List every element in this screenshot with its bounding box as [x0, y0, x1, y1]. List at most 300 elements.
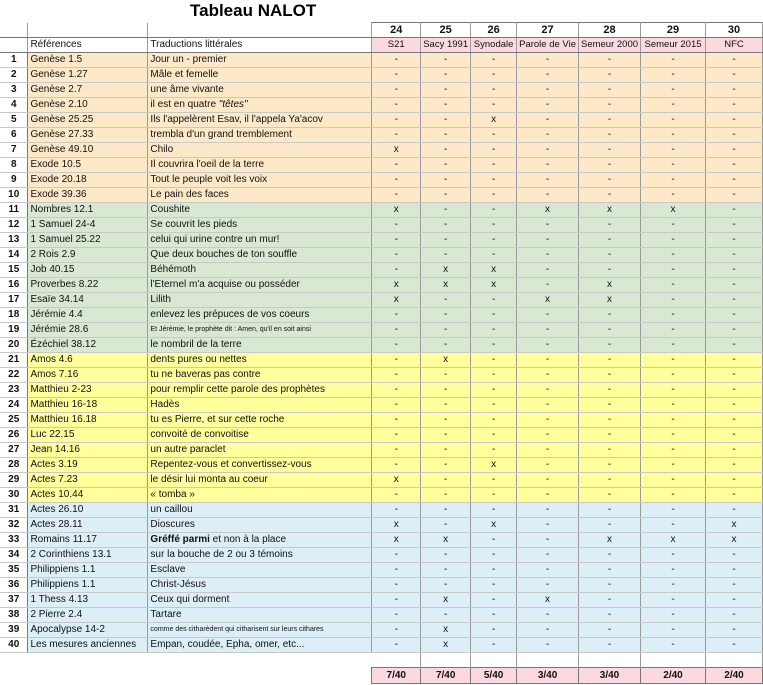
version-mark-cell[interactable]: x [372, 143, 421, 158]
version-mark-cell[interactable]: x [372, 473, 421, 488]
version-mark-cell[interactable]: - [641, 188, 706, 203]
version-total-cell[interactable]: 5/40 [471, 668, 517, 684]
version-mark-cell[interactable]: - [471, 338, 517, 353]
version-mark-cell[interactable]: - [706, 308, 763, 323]
version-mark-cell[interactable]: x [578, 278, 640, 293]
version-mark-cell[interactable]: - [372, 158, 421, 173]
version-mark-cell[interactable]: - [517, 188, 579, 203]
version-mark-cell[interactable]: - [641, 488, 706, 503]
version-mark-cell[interactable]: - [372, 128, 421, 143]
version-mark-cell[interactable]: - [641, 173, 706, 188]
version-mark-cell[interactable]: - [641, 353, 706, 368]
reference-cell[interactable]: Matthieu 2-23 [28, 383, 148, 398]
version-mark-cell[interactable]: - [706, 53, 763, 68]
version-mark-cell[interactable]: - [372, 398, 421, 413]
version-mark-cell[interactable]: - [578, 623, 640, 638]
version-mark-cell[interactable]: x [471, 278, 517, 293]
version-mark-cell[interactable]: - [372, 638, 421, 653]
translation-cell[interactable] [148, 68, 372, 83]
row-number[interactable]: 18 [0, 308, 28, 323]
version-mark-cell[interactable]: - [517, 353, 579, 368]
version-mark-cell[interactable]: - [517, 503, 579, 518]
version-mark-cell[interactable]: - [517, 383, 579, 398]
translation-cell[interactable] [148, 413, 372, 428]
version-mark-cell[interactable]: - [706, 443, 763, 458]
version-mark-cell[interactable]: x [421, 533, 471, 548]
row-number[interactable]: 28 [0, 458, 28, 473]
row-number[interactable]: 24 [0, 398, 28, 413]
version-mark-cell[interactable]: - [578, 248, 640, 263]
row-number[interactable]: 14 [0, 248, 28, 263]
version-mark-cell[interactable]: - [706, 548, 763, 563]
version-mark-cell[interactable]: - [471, 488, 517, 503]
reference-cell[interactable]: Amos 7.16 [28, 368, 148, 383]
version-count-6[interactable]: 30 [706, 23, 763, 38]
version-mark-cell[interactable]: - [471, 248, 517, 263]
version-mark-cell[interactable]: - [706, 158, 763, 173]
translation-cell[interactable] [148, 98, 372, 113]
translation-cell[interactable] [148, 383, 372, 398]
reference-cell[interactable]: Actes 10.44 [28, 488, 148, 503]
version-mark-cell[interactable]: - [578, 113, 640, 128]
version-mark-cell[interactable]: - [421, 308, 471, 323]
version-mark-cell[interactable]: - [421, 68, 471, 83]
translation-cell[interactable] [148, 308, 372, 323]
reference-cell[interactable]: Genèse 25.25 [28, 113, 148, 128]
version-mark-cell[interactable]: - [706, 203, 763, 218]
translation-cell[interactable] [148, 533, 372, 548]
version-mark-cell[interactable]: - [517, 368, 579, 383]
translation-cell[interactable] [148, 218, 372, 233]
version-mark-cell[interactable]: - [706, 233, 763, 248]
version-mark-cell[interactable]: - [421, 53, 471, 68]
reference-cell[interactable]: Amos 4.6 [28, 353, 148, 368]
translation-cell[interactable] [148, 53, 372, 68]
version-mark-cell[interactable]: - [471, 398, 517, 413]
version-mark-cell[interactable]: - [578, 413, 640, 428]
version-mark-cell[interactable]: - [706, 338, 763, 353]
version-mark-cell[interactable]: x [421, 623, 471, 638]
version-mark-cell[interactable]: - [578, 518, 640, 533]
version-mark-cell[interactable]: - [706, 503, 763, 518]
version-mark-cell[interactable]: - [471, 203, 517, 218]
version-mark-cell[interactable]: - [641, 428, 706, 443]
version-mark-cell[interactable]: - [578, 233, 640, 248]
version-mark-cell[interactable]: - [641, 158, 706, 173]
version-mark-cell[interactable]: - [517, 428, 579, 443]
version-mark-cell[interactable]: - [578, 128, 640, 143]
version-mark-cell[interactable]: - [471, 323, 517, 338]
version-mark-cell[interactable]: - [517, 218, 579, 233]
reference-cell[interactable]: Apocalypse 14-2 [28, 623, 148, 638]
version-mark-cell[interactable]: - [578, 383, 640, 398]
version-total-cell[interactable]: 3/40 [517, 668, 579, 684]
version-mark-cell[interactable]: - [471, 53, 517, 68]
translation-cell[interactable] [148, 203, 372, 218]
translation-cell[interactable] [148, 353, 372, 368]
version-mark-cell[interactable]: - [471, 413, 517, 428]
version-mark-cell[interactable]: - [372, 173, 421, 188]
version-mark-cell[interactable]: - [421, 128, 471, 143]
version-mark-cell[interactable]: - [421, 143, 471, 158]
translation-cell[interactable] [148, 578, 372, 593]
version-mark-cell[interactable]: - [372, 53, 421, 68]
translation-cell[interactable] [148, 113, 372, 128]
version-mark-cell[interactable]: - [706, 593, 763, 608]
version-mark-cell[interactable]: - [421, 323, 471, 338]
version-mark-cell[interactable]: - [641, 278, 706, 293]
version-mark-cell[interactable]: x [421, 638, 471, 653]
version-mark-cell[interactable]: - [517, 233, 579, 248]
version-name-4[interactable]: Semeur 2000 [578, 38, 640, 53]
version-mark-cell[interactable]: - [372, 623, 421, 638]
version-count-3[interactable]: 27 [517, 23, 579, 38]
version-mark-cell[interactable]: x [578, 533, 640, 548]
row-number[interactable]: 22 [0, 368, 28, 383]
version-mark-cell[interactable]: - [421, 398, 471, 413]
version-mark-cell[interactable]: - [578, 338, 640, 353]
references-header[interactable]: Références [28, 38, 148, 53]
version-mark-cell[interactable]: - [471, 623, 517, 638]
version-mark-cell[interactable]: - [372, 83, 421, 98]
version-mark-cell[interactable]: - [471, 173, 517, 188]
version-mark-cell[interactable]: x [372, 533, 421, 548]
row-number[interactable]: 17 [0, 293, 28, 308]
version-mark-cell[interactable]: x [471, 458, 517, 473]
row-number[interactable]: 34 [0, 548, 28, 563]
version-mark-cell[interactable]: - [706, 578, 763, 593]
reference-cell[interactable]: Genèse 49.10 [28, 143, 148, 158]
version-mark-cell[interactable]: - [706, 128, 763, 143]
version-mark-cell[interactable]: - [517, 563, 579, 578]
row-number[interactable]: 21 [0, 353, 28, 368]
version-mark-cell[interactable]: - [641, 143, 706, 158]
version-mark-cell[interactable]: - [706, 608, 763, 623]
reference-cell[interactable]: 2 Corinthiens 13.1 [28, 548, 148, 563]
version-mark-cell[interactable]: - [517, 608, 579, 623]
reference-cell[interactable]: Jérémie 4.4 [28, 308, 148, 323]
version-mark-cell[interactable]: - [517, 263, 579, 278]
version-mark-cell[interactable]: - [517, 158, 579, 173]
translation-cell[interactable] [148, 233, 372, 248]
version-mark-cell[interactable]: - [641, 293, 706, 308]
version-mark-cell[interactable]: - [471, 563, 517, 578]
version-mark-cell[interactable]: - [471, 473, 517, 488]
version-mark-cell[interactable]: - [421, 203, 471, 218]
version-mark-cell[interactable]: - [471, 98, 517, 113]
version-total-cell[interactable]: 3/40 [578, 668, 640, 684]
version-total-cell[interactable]: 2/40 [641, 668, 706, 684]
translation-cell[interactable] [148, 518, 372, 533]
version-mark-cell[interactable]: - [641, 323, 706, 338]
row-number[interactable]: 7 [0, 143, 28, 158]
row-number[interactable]: 40 [0, 638, 28, 653]
version-mark-cell[interactable]: - [421, 548, 471, 563]
translations-header[interactable]: Traductions littérales [148, 38, 372, 53]
version-mark-cell[interactable]: - [706, 278, 763, 293]
version-mark-cell[interactable]: - [641, 233, 706, 248]
version-mark-cell[interactable]: - [578, 53, 640, 68]
version-mark-cell[interactable]: x [421, 263, 471, 278]
version-mark-cell[interactable]: - [471, 308, 517, 323]
version-mark-cell[interactable]: - [578, 263, 640, 278]
version-mark-cell[interactable]: x [471, 113, 517, 128]
version-mark-cell[interactable]: x [517, 593, 579, 608]
version-mark-cell[interactable]: - [372, 68, 421, 83]
version-mark-cell[interactable]: - [421, 518, 471, 533]
reference-cell[interactable]: Jean 14.16 [28, 443, 148, 458]
version-mark-cell[interactable]: - [517, 338, 579, 353]
version-mark-cell[interactable]: - [421, 428, 471, 443]
version-mark-cell[interactable]: x [421, 593, 471, 608]
version-mark-cell[interactable]: - [706, 248, 763, 263]
version-mark-cell[interactable]: - [372, 368, 421, 383]
version-mark-cell[interactable]: - [372, 383, 421, 398]
translation-cell[interactable] [148, 368, 372, 383]
version-name-3[interactable]: Parole de Vie [517, 38, 579, 53]
row-number[interactable]: 23 [0, 383, 28, 398]
version-mark-cell[interactable]: - [641, 443, 706, 458]
version-mark-cell[interactable]: - [421, 443, 471, 458]
version-mark-cell[interactable]: - [706, 218, 763, 233]
reference-cell[interactable]: Jérémie 28.6 [28, 323, 148, 338]
version-mark-cell[interactable]: - [471, 188, 517, 203]
version-mark-cell[interactable]: - [517, 173, 579, 188]
version-mark-cell[interactable]: - [517, 53, 579, 68]
version-mark-cell[interactable]: - [372, 563, 421, 578]
translation-cell[interactable] [148, 638, 372, 653]
row-number[interactable]: 25 [0, 413, 28, 428]
reference-cell[interactable]: Genèse 1.27 [28, 68, 148, 83]
version-mark-cell[interactable]: - [421, 338, 471, 353]
version-mark-cell[interactable]: - [578, 158, 640, 173]
version-mark-cell[interactable]: x [372, 518, 421, 533]
version-mark-cell[interactable]: - [578, 608, 640, 623]
version-mark-cell[interactable]: - [421, 488, 471, 503]
version-mark-cell[interactable]: - [706, 113, 763, 128]
version-mark-cell[interactable]: - [421, 368, 471, 383]
row-number[interactable]: 4 [0, 98, 28, 113]
version-mark-cell[interactable]: - [372, 413, 421, 428]
version-mark-cell[interactable]: - [421, 158, 471, 173]
version-mark-cell[interactable]: - [471, 638, 517, 653]
version-mark-cell[interactable]: - [641, 218, 706, 233]
row-number[interactable]: 10 [0, 188, 28, 203]
version-mark-cell[interactable]: - [471, 293, 517, 308]
version-mark-cell[interactable]: - [706, 188, 763, 203]
version-mark-cell[interactable]: - [706, 68, 763, 83]
version-mark-cell[interactable]: - [578, 503, 640, 518]
version-count-4[interactable]: 28 [578, 23, 640, 38]
version-mark-cell[interactable]: - [471, 533, 517, 548]
row-number[interactable]: 29 [0, 473, 28, 488]
reference-cell[interactable]: Matthieu 16.18 [28, 413, 148, 428]
version-name-1[interactable]: Sacy 1991 [421, 38, 471, 53]
version-mark-cell[interactable]: - [641, 503, 706, 518]
version-mark-cell[interactable]: - [471, 83, 517, 98]
version-mark-cell[interactable]: x [471, 518, 517, 533]
version-mark-cell[interactable]: x [372, 293, 421, 308]
version-mark-cell[interactable]: - [421, 113, 471, 128]
version-mark-cell[interactable]: - [421, 293, 471, 308]
version-mark-cell[interactable]: - [641, 383, 706, 398]
row-number[interactable]: 33 [0, 533, 28, 548]
version-mark-cell[interactable]: - [517, 323, 579, 338]
version-total-cell[interactable]: 7/40 [372, 668, 421, 684]
version-mark-cell[interactable]: - [517, 458, 579, 473]
version-mark-cell[interactable]: - [471, 233, 517, 248]
translation-cell[interactable] [148, 293, 372, 308]
row-number[interactable]: 1 [0, 53, 28, 68]
version-name-5[interactable]: Semeur 2015 [641, 38, 706, 53]
translation-cell[interactable] [148, 623, 372, 638]
version-mark-cell[interactable]: - [471, 158, 517, 173]
version-mark-cell[interactable]: - [372, 503, 421, 518]
version-mark-cell[interactable]: - [706, 368, 763, 383]
version-mark-cell[interactable]: - [421, 503, 471, 518]
version-mark-cell[interactable]: - [706, 173, 763, 188]
version-mark-cell[interactable]: x [421, 353, 471, 368]
reference-cell[interactable]: Genèse 2.7 [28, 83, 148, 98]
row-number[interactable]: 9 [0, 173, 28, 188]
translation-cell[interactable] [148, 173, 372, 188]
version-mark-cell[interactable]: - [372, 593, 421, 608]
reference-cell[interactable]: Proverbes 8.22 [28, 278, 148, 293]
version-mark-cell[interactable]: - [372, 188, 421, 203]
version-mark-cell[interactable]: - [471, 593, 517, 608]
version-mark-cell[interactable]: x [706, 533, 763, 548]
translation-cell[interactable] [148, 143, 372, 158]
reference-cell[interactable]: Genèse 2.10 [28, 98, 148, 113]
version-mark-cell[interactable]: - [421, 188, 471, 203]
version-mark-cell[interactable]: - [372, 263, 421, 278]
version-mark-cell[interactable]: - [372, 323, 421, 338]
version-mark-cell[interactable]: - [471, 218, 517, 233]
version-count-0[interactable]: 24 [372, 23, 421, 38]
version-mark-cell[interactable]: - [517, 308, 579, 323]
translation-cell[interactable] [148, 188, 372, 203]
version-mark-cell[interactable]: - [517, 413, 579, 428]
version-total-cell[interactable]: 2/40 [706, 668, 763, 684]
version-mark-cell[interactable]: x [517, 203, 579, 218]
version-mark-cell[interactable]: - [578, 458, 640, 473]
version-mark-cell[interactable]: - [641, 623, 706, 638]
row-number[interactable]: 36 [0, 578, 28, 593]
translation-cell[interactable] [148, 443, 372, 458]
row-number[interactable]: 12 [0, 218, 28, 233]
version-count-2[interactable]: 26 [471, 23, 517, 38]
reference-cell[interactable]: Nombres 12.1 [28, 203, 148, 218]
row-number[interactable]: 19 [0, 323, 28, 338]
version-mark-cell[interactable]: - [641, 413, 706, 428]
translation-cell[interactable] [148, 548, 372, 563]
version-mark-cell[interactable]: - [641, 98, 706, 113]
row-number[interactable]: 30 [0, 488, 28, 503]
version-mark-cell[interactable]: - [471, 503, 517, 518]
version-mark-cell[interactable]: - [517, 68, 579, 83]
version-mark-cell[interactable]: - [641, 578, 706, 593]
version-mark-cell[interactable]: - [517, 533, 579, 548]
version-mark-cell[interactable]: - [372, 353, 421, 368]
version-mark-cell[interactable]: - [372, 548, 421, 563]
row-number[interactable]: 26 [0, 428, 28, 443]
row-number[interactable]: 5 [0, 113, 28, 128]
reference-cell[interactable]: Exode 39.36 [28, 188, 148, 203]
version-mark-cell[interactable]: - [517, 278, 579, 293]
row-number[interactable]: 13 [0, 233, 28, 248]
version-mark-cell[interactable]: - [517, 143, 579, 158]
translation-cell[interactable] [148, 83, 372, 98]
version-mark-cell[interactable]: - [706, 623, 763, 638]
version-mark-cell[interactable]: - [578, 98, 640, 113]
translation-cell[interactable] [148, 128, 372, 143]
version-mark-cell[interactable]: - [517, 623, 579, 638]
version-mark-cell[interactable]: - [372, 308, 421, 323]
version-mark-cell[interactable]: - [641, 518, 706, 533]
version-mark-cell[interactable]: - [471, 578, 517, 593]
version-mark-cell[interactable]: - [372, 98, 421, 113]
version-mark-cell[interactable]: - [578, 578, 640, 593]
version-mark-cell[interactable]: - [641, 53, 706, 68]
version-mark-cell[interactable]: - [641, 638, 706, 653]
version-mark-cell[interactable]: - [421, 473, 471, 488]
version-mark-cell[interactable]: - [372, 578, 421, 593]
version-mark-cell[interactable]: - [372, 458, 421, 473]
reference-cell[interactable]: 1 Samuel 25.22 [28, 233, 148, 248]
reference-cell[interactable]: 2 Pierre 2.4 [28, 608, 148, 623]
version-mark-cell[interactable]: - [471, 68, 517, 83]
translation-cell[interactable] [148, 563, 372, 578]
version-mark-cell[interactable]: - [578, 548, 640, 563]
version-mark-cell[interactable]: - [517, 113, 579, 128]
version-mark-cell[interactable]: - [578, 638, 640, 653]
version-mark-cell[interactable]: - [578, 218, 640, 233]
version-mark-cell[interactable]: - [706, 398, 763, 413]
version-mark-cell[interactable]: - [706, 473, 763, 488]
row-number[interactable]: 6 [0, 128, 28, 143]
reference-cell[interactable]: 1 Thess 4.13 [28, 593, 148, 608]
version-mark-cell[interactable]: - [421, 383, 471, 398]
version-mark-cell[interactable]: - [421, 173, 471, 188]
version-mark-cell[interactable]: - [641, 473, 706, 488]
version-mark-cell[interactable]: - [372, 113, 421, 128]
version-mark-cell[interactable]: - [706, 263, 763, 278]
version-mark-cell[interactable]: - [641, 593, 706, 608]
version-total-cell[interactable]: 7/40 [421, 668, 471, 684]
version-mark-cell[interactable]: - [641, 368, 706, 383]
row-number[interactable]: 20 [0, 338, 28, 353]
translation-cell[interactable] [148, 323, 372, 338]
version-mark-cell[interactable]: - [517, 488, 579, 503]
version-mark-cell[interactable]: x [641, 533, 706, 548]
row-number[interactable]: 32 [0, 518, 28, 533]
version-mark-cell[interactable]: - [517, 83, 579, 98]
reference-cell[interactable]: Exode 20.18 [28, 173, 148, 188]
version-mark-cell[interactable]: - [372, 338, 421, 353]
version-mark-cell[interactable]: - [421, 563, 471, 578]
version-mark-cell[interactable]: - [578, 83, 640, 98]
row-number[interactable]: 31 [0, 503, 28, 518]
row-number[interactable]: 16 [0, 278, 28, 293]
version-mark-cell[interactable]: - [641, 248, 706, 263]
translation-cell[interactable] [148, 338, 372, 353]
version-mark-cell[interactable]: - [706, 563, 763, 578]
version-mark-cell[interactable]: - [706, 293, 763, 308]
reference-cell[interactable]: 1 Samuel 24-4 [28, 218, 148, 233]
reference-cell[interactable]: Philippiens 1.1 [28, 563, 148, 578]
translation-cell[interactable] [148, 473, 372, 488]
version-mark-cell[interactable]: - [706, 143, 763, 158]
